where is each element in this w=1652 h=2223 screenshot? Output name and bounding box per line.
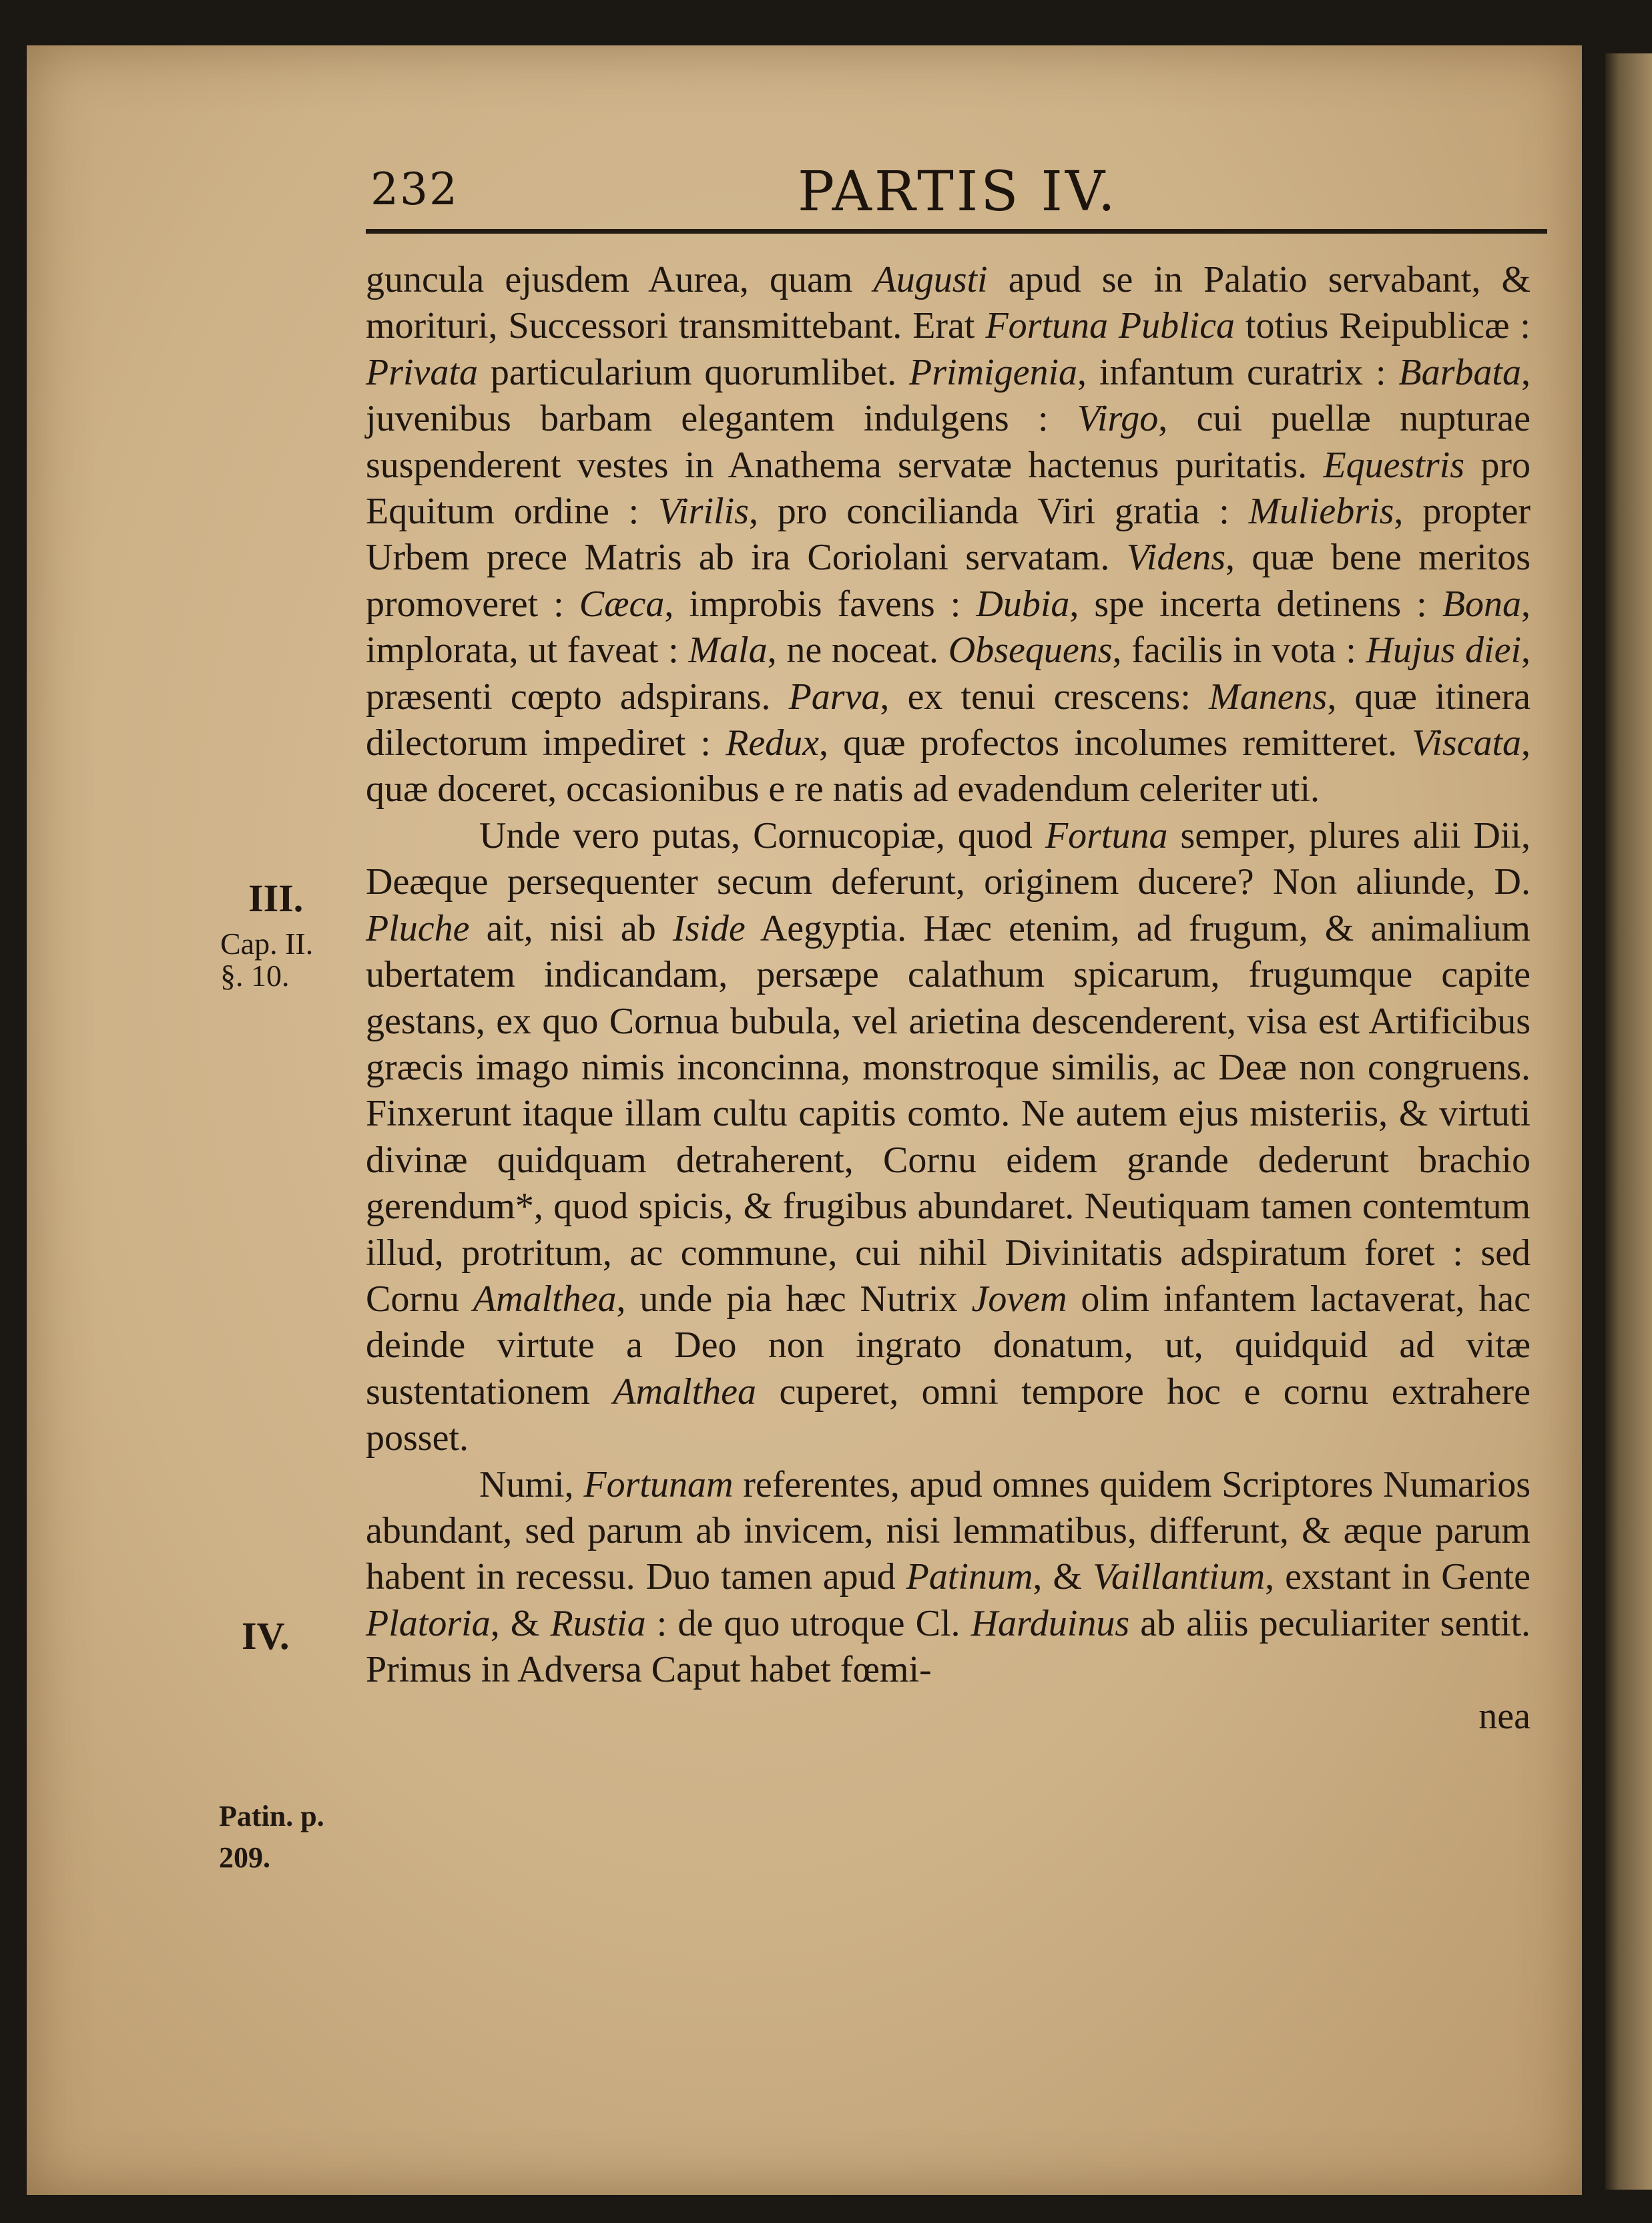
text-run: , præsenti cœpto adspirans. — [366, 630, 1531, 718]
text-run: , exstant in Gente — [1265, 1556, 1531, 1598]
header-rule — [366, 229, 1547, 234]
text-run: apud se in Palatio servabant, & morituri, Successori transmittebant. Erat — [366, 259, 1531, 347]
text-run: particularium quorumlibet. — [477, 351, 910, 393]
page-number: 232 — [370, 164, 459, 215]
text-run: , quæ bene meritos promoveret : — [366, 537, 1531, 625]
text-run: , implorata, ut faveat : — [366, 583, 1531, 672]
italic-term: Mala — [688, 630, 768, 672]
italic-term: Manens — [1209, 676, 1328, 718]
italic-term: Pluche — [366, 907, 470, 949]
margin-reference-patin — [219, 1796, 324, 1879]
facing-page-edge — [1605, 53, 1652, 2190]
italic-term: Muliebris — [1248, 491, 1394, 533]
text-run: Unde vero putas, Cornucopiæ, quod — [479, 814, 1045, 856]
text-run: , quæ doceret, occasionibus e re natis ad evadendum celeriter uti. — [366, 722, 1531, 810]
running-head: PARTIS IV. — [798, 160, 1118, 224]
italic-term: Redux — [726, 722, 820, 764]
italic-term: Viscata — [1412, 722, 1522, 764]
text-run: , ex tenui crescens: — [880, 676, 1209, 718]
italic-term: Fortuna Publica — [985, 305, 1235, 347]
italic-term: Dubia — [976, 583, 1070, 625]
catchword: nea — [1478, 1695, 1531, 1737]
text-run: , facilis in vota : — [1112, 630, 1366, 672]
margin-section-iii — [248, 877, 304, 920]
margin-ref-par: §. 10. — [220, 959, 290, 993]
italic-term: Barbata — [1398, 351, 1521, 393]
italic-term: Harduinus — [971, 1602, 1130, 1644]
text-run: , infantum curatrix : — [1077, 351, 1399, 393]
text-run: , pro concilianda Viri gratia : — [748, 491, 1249, 533]
text-run: , & — [490, 1602, 551, 1644]
italic-term: Iside — [672, 907, 746, 949]
text-run: cuperet, omni tempore hoc e cornu extrahere posset. — [366, 1371, 1531, 1459]
text-run: olim infantem lactaverat, hac deinde virtute a Deo non ingrato donatum, ut, quidquid ad vitæ sustentationem — [366, 1278, 1531, 1413]
margin-section-number: III. — [248, 877, 304, 920]
italic-term: Fortunam — [583, 1463, 734, 1505]
text-run: Numi, — [479, 1463, 584, 1505]
text-run: , ne noceat. — [767, 630, 948, 672]
text-run: , & — [1033, 1556, 1093, 1598]
margin-ref-cap: Cap. II. — [220, 927, 314, 961]
text-run: pro Equitum ordine : — [366, 444, 1531, 533]
text-run: Aegyptia. Hæc etenim, ad frugum, & animalium ubertatem indicandam, persæpe calathum spicarum, frugumque capite gestans, ex quo Cornua bubula, vel arietina descenderent, visa est Artificibus græcis imago nimis inconcinna, monstroque similis, ac Deæ non congruens. Finxerunt itaque illam cultu capitis comto. Ne autem ejus misteriis, & virtuti divinæ quidquam detraherent, Cornu eidem grande dederunt brachio gerendum*, quod spicis, & frugibus abundaret. Neutiquam tamen contemtum illud, protritum, ac commune, cui nihil Divinitatis adspiratum foret : sed Cornu — [366, 907, 1531, 1320]
text-run: , propter Urbem prece Matris ab ira Coriolani servatam. — [366, 491, 1531, 579]
italic-term: Patinum — [906, 1556, 1033, 1598]
italic-term: Fortuna — [1045, 814, 1168, 856]
paragraph — [366, 1462, 1531, 1694]
text-run: semper, plures alii Dii, Deæque persequenter secum deferunt, originem ducere? Non aliunde, D. — [366, 814, 1531, 903]
italic-term: Videns — [1126, 537, 1225, 579]
italic-term: Cæca — [579, 583, 665, 625]
margin-section-iv — [242, 1614, 290, 1658]
paragraph — [366, 813, 1531, 1462]
italic-term: Equestris — [1323, 444, 1465, 486]
italic-term: Primigenia — [909, 351, 1078, 393]
text-run: , spe incerta detinens : — [1069, 583, 1442, 625]
italic-term: Privata — [366, 351, 478, 393]
italic-term: Parva — [788, 676, 880, 718]
margin-section-number: IV. — [242, 1614, 290, 1658]
body-text — [366, 257, 1531, 1740]
italic-term: Augusti — [873, 259, 988, 300]
italic-term: Amalthea — [613, 1371, 757, 1413]
italic-term: Obsequens — [948, 630, 1113, 672]
text-run: , improbis favens : — [664, 583, 977, 625]
paragraph — [366, 257, 1531, 813]
italic-term: Hujus diei — [1366, 630, 1522, 672]
margin-ref-patin-1: Patin. p. — [219, 1800, 324, 1832]
text-run: referentes, apud omnes quidem Scriptores Numarios abundant, sed parum ab invicem, nisi lemmatibus, differunt, & æque parum habent in recessu. Duo tamen apud — [366, 1463, 1531, 1598]
text-run: : de quo utroque Cl. — [645, 1602, 971, 1644]
page-header — [370, 150, 1549, 227]
italic-term: Platoria — [366, 1602, 491, 1644]
text-run: ait, nisi ab — [469, 907, 673, 949]
margin-ref-patin-2: 209. — [219, 1841, 270, 1874]
italic-term: Rustia — [550, 1602, 646, 1644]
text-run: , juvenibus barbam elegantem indulgens : — [366, 351, 1531, 440]
italic-term: Virilis — [658, 491, 749, 533]
italic-term: Bona — [1442, 583, 1521, 625]
italic-term: Jovem — [971, 1278, 1067, 1320]
margin-reference-cap — [220, 928, 313, 992]
italic-term: Virgo — [1077, 398, 1159, 440]
text-run: guncula ejusdem Aurea, quam — [366, 259, 874, 300]
text-run: , quæ itinera dilectorum impediret : — [366, 676, 1531, 764]
text-run: , quæ profectos incolumes remitteret. — [819, 722, 1412, 764]
text-run: , unde pia hæc Nutrix — [616, 1278, 972, 1320]
text-run: , cui puellæ nupturae suspenderent vestes in Anathema servatæ hactenus puritatis. — [366, 398, 1531, 486]
text-run: ab aliis peculiariter sentit. Primus in Adversa Caput habet fœmi- — [366, 1602, 1531, 1691]
italic-term: Amalthea — [473, 1278, 617, 1320]
italic-term: Vaillantium — [1092, 1556, 1266, 1598]
text-run: totius Reipublicæ : — [1235, 305, 1531, 347]
